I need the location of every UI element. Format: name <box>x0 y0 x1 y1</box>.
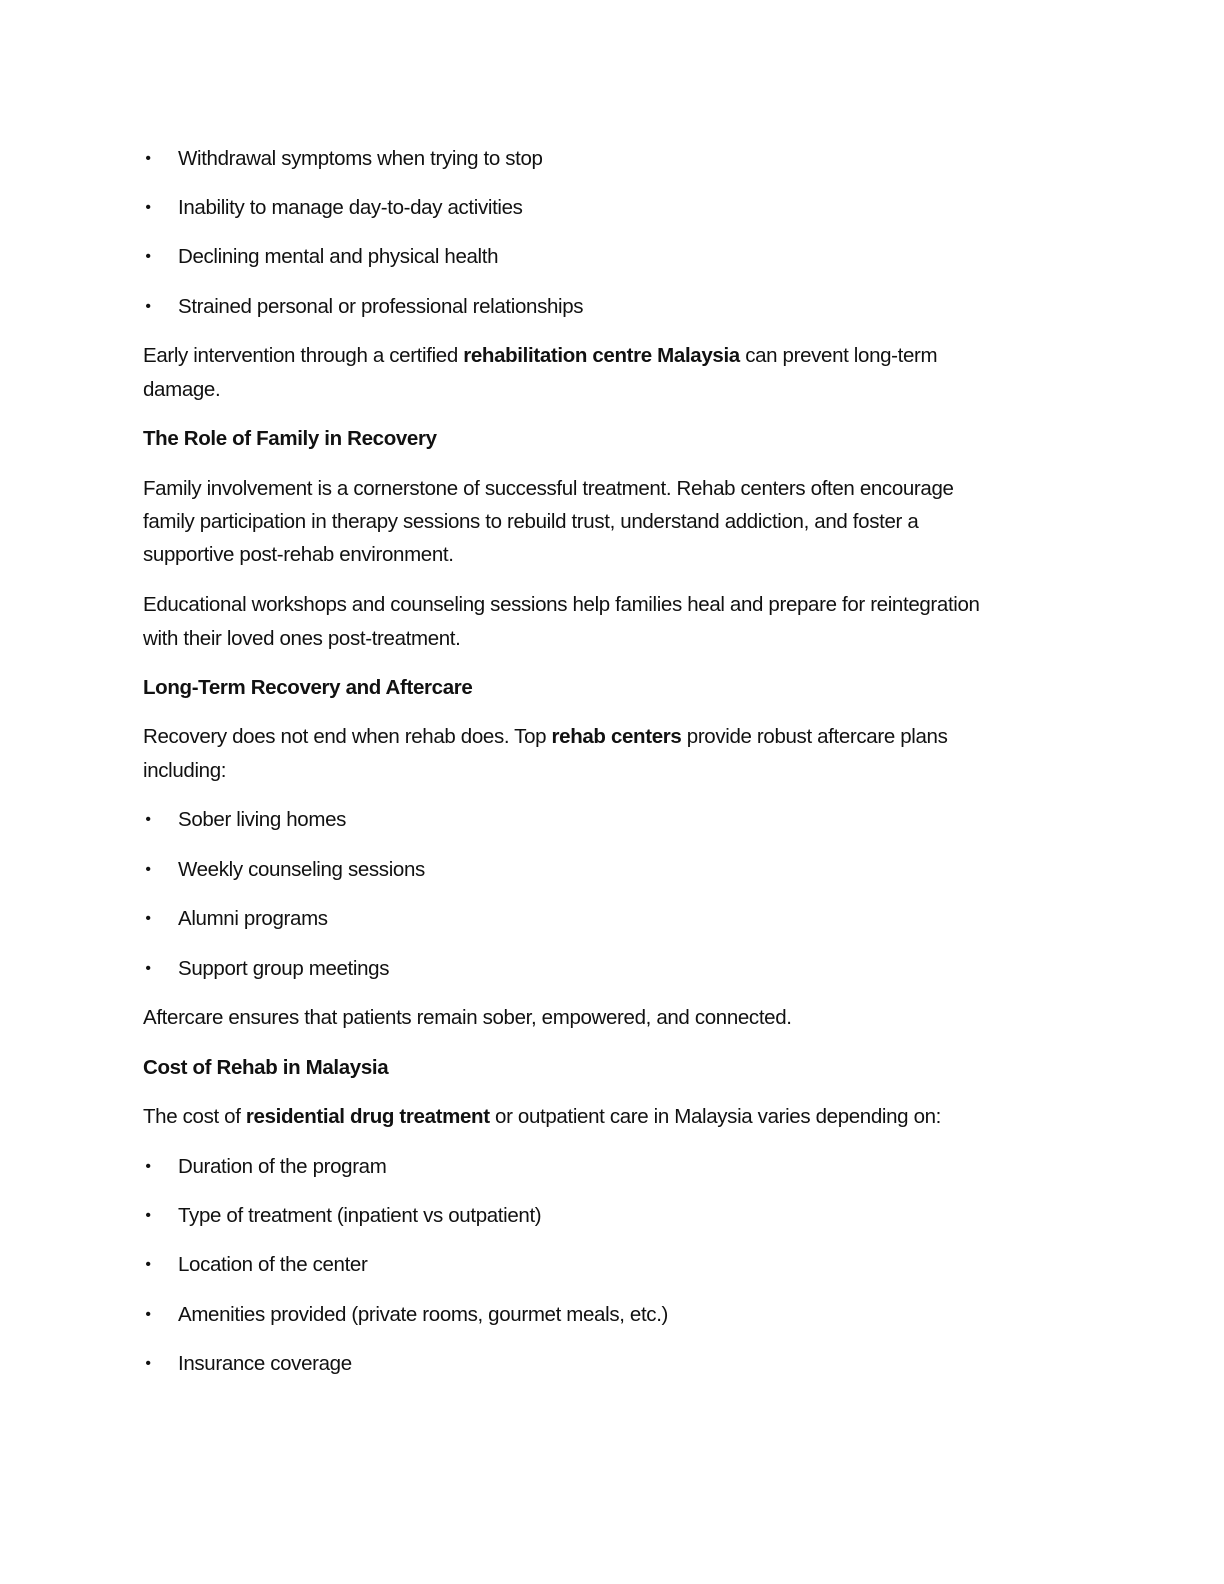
paragraph-line: Educational workshops and counseling sessions help families heal and prepare for reintegration <box>143 593 980 616</box>
bullet-icon: • <box>145 199 151 216</box>
section-heading: The Role of Family in Recovery <box>143 427 437 450</box>
paragraph-line: supportive post-rehab environment. <box>143 543 454 566</box>
bullet-icon: • <box>145 248 151 265</box>
paragraph-line: including: <box>143 759 227 782</box>
bullet-icon: • <box>145 1158 151 1175</box>
list-item: • Withdrawal symptoms when trying to stop <box>178 142 543 176</box>
paragraph-cost: The cost of residential drug treatment or outpatient care in Malaysia varies depending on: <box>143 1105 942 1128</box>
paragraph-line: Aftercare ensures that patients remain sober, empowered, and connected. <box>143 1006 792 1029</box>
bullet-icon: • <box>145 910 151 927</box>
section-heading: Long-Term Recovery and Aftercare <box>143 676 473 699</box>
list-item: • Inability to manage day-to-day activities <box>178 191 523 225</box>
paragraph-line: Family involvement is a cornerstone of successful treatment. Rehab centers often encourage <box>143 477 954 500</box>
bullet-icon: • <box>145 861 151 878</box>
bold-keyword: rehab centers <box>551 725 682 748</box>
list-item: • Location of the center <box>178 1248 367 1282</box>
bullet-icon: • <box>145 960 151 977</box>
bullet-icon: • <box>145 1355 151 1372</box>
list-item: • Type of treatment (inpatient vs outpatient) <box>178 1199 541 1233</box>
list-item: • Duration of the program <box>178 1150 386 1184</box>
list-item: • Weekly counseling sessions <box>178 853 425 887</box>
bullet-icon: • <box>145 811 151 828</box>
list-item: • Insurance coverage <box>178 1347 352 1381</box>
paragraph-line: damage. <box>143 378 221 401</box>
bold-keyword: residential drug treatment <box>245 1105 490 1128</box>
paragraph-line: family participation in therapy sessions to rebuild trust, understand addiction, and foster a <box>143 510 919 533</box>
list-item: • Strained personal or professional relationships <box>178 290 583 324</box>
bullet-icon: • <box>145 150 151 167</box>
paragraph-aftercare: Recovery does not end when rehab does. Top rehab centers provide robust aftercare plans <box>143 725 948 748</box>
list-item: • Declining mental and physical health <box>178 240 498 274</box>
bullet-icon: • <box>145 1207 151 1224</box>
list-item: • Amenities provided (private rooms, gourmet meals, etc.) <box>178 1298 668 1332</box>
list-item: • Sober living homes <box>178 803 346 837</box>
list-item: • Alumni programs <box>178 902 328 936</box>
bullet-icon: • <box>145 1306 151 1323</box>
paragraph-early-intervention: Early intervention through a certified rehabilitation centre Malaysia can prevent long-term <box>143 344 938 367</box>
bold-keyword: rehabilitation centre Malaysia <box>463 344 740 367</box>
section-heading: Cost of Rehab in Malaysia <box>143 1056 389 1079</box>
bullet-icon: • <box>145 1256 151 1273</box>
list-item: • Support group meetings <box>178 952 389 986</box>
bullet-icon: • <box>145 298 151 315</box>
paragraph-line: with their loved ones post-treatment. <box>143 627 461 650</box>
